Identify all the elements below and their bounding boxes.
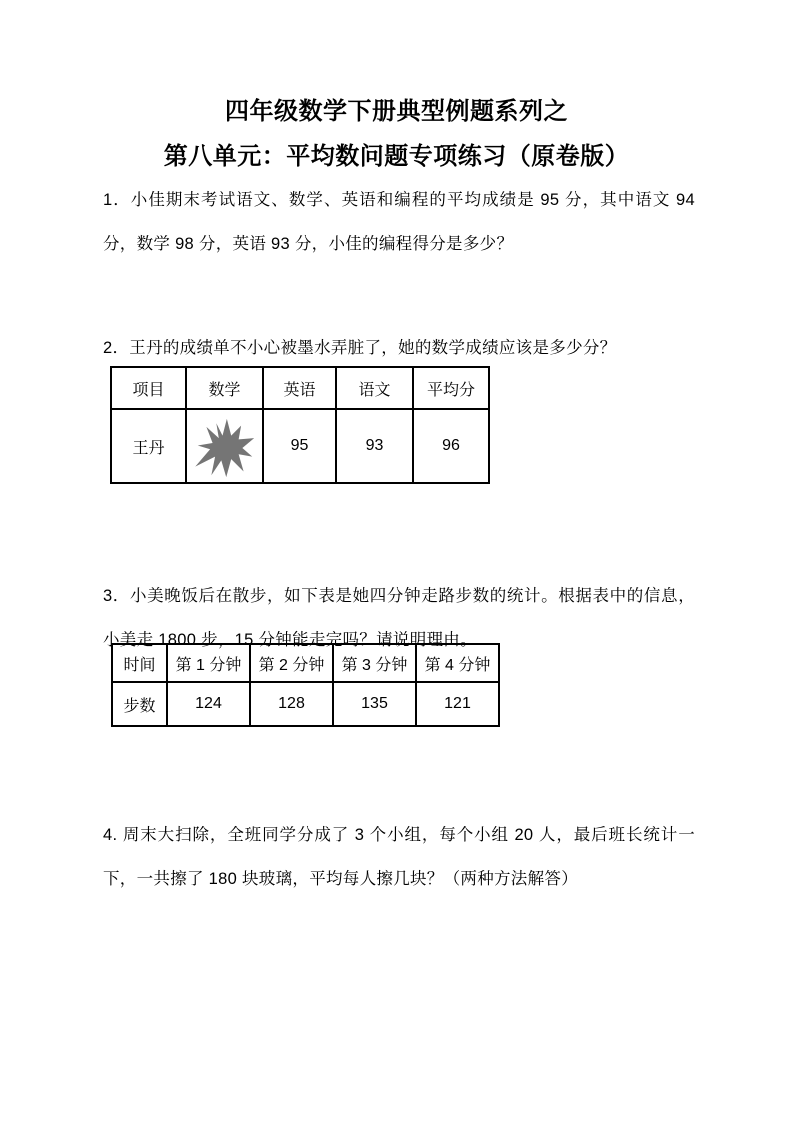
question-3-text: 3．小美晚饭后在散步，如下表是她四分钟走路步数的统计。根据表中的信息，小美走 1800 步，15 分钟能走完吗？请说明理由。 [103,587,695,649]
document-title-line-2: 第八单元：平均数问题专项练习（原卷版） [163,143,630,170]
score-table-data-row [111,409,489,483]
score-table-header-english: 英语 [263,367,336,409]
steps-table-header-minute-1: 第 1 分钟 [167,644,250,682]
steps-table-header-minute-2: 第 2 分钟 [250,644,333,682]
score-table-math-cell [186,409,263,483]
score-table [110,366,490,484]
score-table-header-row [111,367,489,409]
question-4-text: 4. 周末大扫除，全班同学分成了 3 个小组，每个小组 20 人，最后班长统计一下，一共擦了 180 块玻璃，平均每人擦几块？（两种方法解答） [103,826,695,888]
ink-blot-icon [187,417,262,479]
steps-table-header-minute-3: 第 3 分钟 [333,644,416,682]
steps-table-value-minute-2: 128 [250,682,333,726]
question-1-text: 1．小佳期末考试语文、数学、英语和编程的平均成绩是 95 分，其中语文 94 分，数学 98 分，英语 93 分，小佳的编程得分是多少？ [103,191,695,253]
score-table-chinese-score: 93 [336,409,413,483]
steps-table-value-minute-4: 121 [416,682,499,726]
steps-table-row-label: 步数 [112,682,167,726]
steps-table [111,643,500,727]
score-table-average-score: 96 [413,409,489,483]
steps-table-data-row [112,682,499,726]
score-table-header-subject: 项目 [111,367,186,409]
steps-table-value-minute-1: 124 [167,682,250,726]
steps-table-value-minute-3: 135 [333,682,416,726]
steps-table-header-time: 时间 [112,644,167,682]
score-table-english-score: 95 [263,409,336,483]
score-table-header-average: 平均分 [413,367,489,409]
document-title-line-1: 四年级数学下册典型例题系列之 [225,98,568,125]
score-table-header-chinese: 语文 [336,367,413,409]
score-table-student-name: 王丹 [111,409,186,483]
steps-table-header-row [112,644,499,682]
score-table-header-math: 数学 [186,367,263,409]
question-2-text: 2．王丹的成绩单不小心被墨水弄脏了，她的数学成绩应该是多少分？ [103,339,617,357]
steps-table-header-minute-4: 第 4 分钟 [416,644,499,682]
